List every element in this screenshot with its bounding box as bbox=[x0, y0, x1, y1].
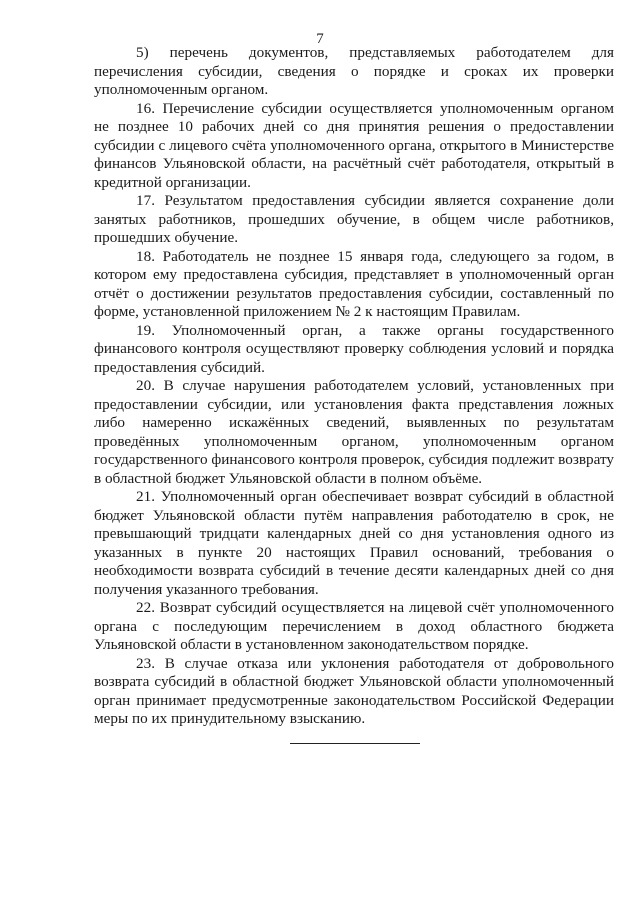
closing-divider-line bbox=[290, 743, 420, 744]
document-body bbox=[94, 44, 614, 729]
paragraph-18: 18. Работодатель не позднее 15 января года, следующего за годом, в котором ему предоставлена субсидия, представляет в уполномоченный орган отчёт о достижении результатов предоставления субсидии, составленный по форме, установленной приложением № 2 к настоящим Правилам. bbox=[94, 247, 614, 320]
paragraph-20: 20. В случае нарушения работодателем условий, установленных при предоставлении субсидии, или установления факта представления ложных либо намеренно искажённых сведений, выявленных по результатам проведённых уполномоченным органом, уполномоченным органом государственного финансового контроля проверок, субсидия подлежит возврату в областной бюджет Ульяновской области в полном объёме. bbox=[94, 377, 614, 487]
paragraph-item-5: 5) перечень документов, представляемых работодателем для перечисления субсидии, сведения о порядке и сроках их проверки уполномоченным органом. bbox=[94, 44, 614, 98]
paragraph-17: 17. Результатом предоставления субсидии является сохранение доли занятых работников, прошедших обучение, в общем числе работников, прошедших обучение. bbox=[94, 192, 614, 246]
paragraph-16: 16. Перечисление субсидии осуществляется уполномоченным органом не позднее 10 рабочих дней со дня принятия решения о предоставлении субсидии с лицевого счёта уполномоченного органа, открытого в Министерстве финансов Ульяновской области, на расчётный счёт работодателя, открытый в кредитной организации. bbox=[94, 99, 614, 191]
page-number: 7 bbox=[316, 31, 324, 47]
paragraph-22: 22. Возврат субсидий осуществляется на лицевой счёт уполномоченного органа с последующим перечислением в доход областного бюджета Ульяновской области в установленном законодательством порядке. bbox=[94, 599, 614, 653]
paragraph-23: 23. В случае отказа или уклонения работодателя от добровольного возврата субсидий в областной бюджет Ульяновской области уполномоченный орган принимает предусмотренные законодательством Российской Федерации меры по их принудительному взысканию. bbox=[94, 654, 614, 727]
paragraph-19: 19. Уполномоченный орган, а также органы государственного финансового контроля осуществляют проверку соблюдения условий и порядка предоставления субсидий. bbox=[94, 321, 614, 376]
paragraph-21: 21. Уполномоченный орган обеспечивает возврат субсидий в областной бюджет Ульяновской области путём направления работодателю в срок, не превышающий тридцати календарных дней со дня установления одного из указанных в пункте 20 настоящих Правил оснований, требования о необходимости возврата субсидий в течение десяти календарных дней со дня получения указанного требования. bbox=[94, 488, 614, 598]
